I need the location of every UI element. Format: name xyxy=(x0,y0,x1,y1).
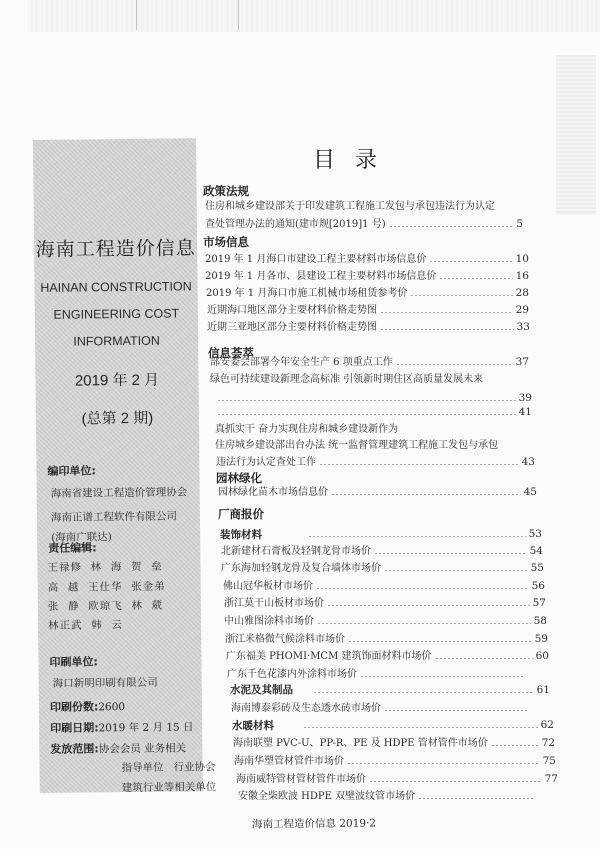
toc-entry[interactable]: 真抓实干 奋力实现住房和城乡建设新作为 xyxy=(215,424,399,435)
issue-date: 2019 年 2 月 xyxy=(74,371,160,390)
subsection-heading: 水泥及其制品 xyxy=(230,684,293,696)
distribution-line: 建筑行业等相关单位 xyxy=(121,781,217,795)
journal-title-cn: 海南工程造价信息 xyxy=(35,237,196,261)
section-heading: 信息荟萃 xyxy=(208,346,254,360)
toc-entry[interactable] xyxy=(300,715,554,731)
toc-entry[interactable]: 海南威特管材管材管件市场价 77 xyxy=(236,773,558,785)
compiler-2: 海南正谱工程软件有限公司 xyxy=(50,510,178,524)
page-number: 57 xyxy=(532,597,546,609)
editors-row: 张 静 欧琼飞 林 葳 xyxy=(47,599,164,613)
section-heading: 市场信息 xyxy=(203,235,249,249)
toc-entry[interactable]: 海南联塑 PVC-U、PP-R、PE 及 HDPE 管材管件市场价 72 xyxy=(233,737,555,749)
toc-entry[interactable]: 住房和城乡建设部关于印发建筑工程施工发包与承包违法行为认定 xyxy=(205,201,495,212)
page-number: 62 xyxy=(540,719,554,731)
toc-entry[interactable]: 2019 年 1 月海口市建设工程主要材料市场信息价 10 xyxy=(205,253,529,265)
page-number: 29 xyxy=(515,304,529,316)
editors-row: 林正武 韩 云 xyxy=(48,619,124,632)
toc-entry[interactable]: 近期海口地区部分主要材料价格走势图 29 xyxy=(207,304,529,316)
toc-entry[interactable]: 2019 年 1 月海口市施工机械市场租赁参考价 28 xyxy=(206,287,529,299)
subsection-heading: 水暖材料 xyxy=(232,720,274,732)
toc-entry[interactable]: 违法行为认定查处工作 43 xyxy=(216,456,535,468)
toc-entry[interactable]: 浙江莫干山板材市场价 57 xyxy=(224,597,546,609)
issue-number: (总第 2 期) xyxy=(81,409,154,428)
compiler-3: (海南广联达) xyxy=(51,531,112,544)
cover-panel xyxy=(33,138,217,795)
page-footer: 海南工程造价信息 2019·2 xyxy=(251,817,377,831)
page-number: 77 xyxy=(544,773,558,785)
page-number: 59 xyxy=(534,633,548,645)
toc-entry[interactable]: 海南博泰彩砖及生态透水砖市场价 xyxy=(231,698,531,714)
toc-entry[interactable]: 海南华塑管材管件市场价 75 xyxy=(234,755,556,767)
page-number: 33 xyxy=(516,321,530,333)
page-number: 5 xyxy=(516,218,523,230)
compiler-1: 海南省建设工程造价管理协会 xyxy=(50,486,188,500)
page-number: 58 xyxy=(533,615,547,627)
page-number: 75 xyxy=(542,755,556,767)
scan-edge-right xyxy=(556,55,596,215)
toc-entry[interactable]: 查处管理办法的通知(建市规[2019]1 号) 5 xyxy=(205,218,523,230)
toc-entry[interactable]: 广东海加轻钢龙骨及复合墙体市场价 55 xyxy=(221,562,544,574)
toc-entry[interactable]: 北新建材石膏板及轻钢龙骨市场价 54 xyxy=(221,545,543,557)
page-number: 16 xyxy=(515,270,529,282)
toc-entry[interactable]: 广东福美 PHOMI·MCM 建筑饰面材料市场价 60 xyxy=(226,650,549,662)
compiler-label: 编印单位: xyxy=(47,464,96,478)
print-date-value: 2019 年 2 月 15 日 xyxy=(98,721,194,735)
page-number: 43 xyxy=(521,456,535,468)
page-number: 60 xyxy=(535,650,549,662)
toc-entry[interactable] xyxy=(310,680,550,696)
toc-entry[interactable]: 住房城乡建设部出台办法 统一监督管理建筑工程施工发包与承包 xyxy=(215,440,499,451)
page-number: 10 xyxy=(515,253,529,265)
page-number: 28 xyxy=(515,287,529,299)
page-number: 72 xyxy=(541,737,555,749)
page-number: 61 xyxy=(536,684,550,696)
editors-row: 王禄修 林 海 贺 垒 xyxy=(47,560,163,574)
toc-entry[interactable]: 近期三亚地区部分主要材料价格走势图 33 xyxy=(207,321,530,333)
toc-entry[interactable]: 绿色可持续建设新理念高标准 引领新时期住区高质量发展未来 xyxy=(210,374,484,385)
page-number: 53 xyxy=(528,528,542,540)
distribution-line: 协会会员 业务相关 xyxy=(98,742,187,756)
section-heading: 厂商报价 xyxy=(218,507,264,521)
toc-entry[interactable]: 广东千色花漆内外涂料市场价 xyxy=(227,664,527,680)
scan-mark xyxy=(238,0,239,30)
toc-title: 目录 xyxy=(313,148,398,173)
page-number: 45 xyxy=(523,486,537,498)
toc-entry[interactable]: 园林绿化苗木市场信息价 45 xyxy=(218,486,537,498)
page-number: 37 xyxy=(515,356,529,368)
print-date-row: 印刷日期:2019 年 2 月 15 日 xyxy=(50,721,194,735)
subsection-heading: 装饰材料 xyxy=(220,529,262,541)
scan-mark xyxy=(136,0,137,30)
page-number: 56 xyxy=(531,580,545,592)
copies-value: 2600 xyxy=(98,701,126,714)
toc-entry[interactable]: 浙江米格微气候涂料市场价 59 xyxy=(225,633,548,645)
scan-edge-top xyxy=(28,0,600,32)
section-heading: 园林绿化 xyxy=(216,471,262,485)
printer-label: 印刷单位: xyxy=(49,655,98,669)
page-number: 41 xyxy=(518,406,532,418)
toc-entry[interactable]: 中山雅图涂料市场价 58 xyxy=(224,615,547,627)
distribution-row: 发放范围:协会会员 业务相关 xyxy=(50,742,187,756)
page-number: 39 xyxy=(518,392,532,404)
toc-entry[interactable] xyxy=(305,524,542,540)
journal-title-en: HAINAN CONSTRUCTION ENGINEERING COST INFORMATION xyxy=(40,279,192,349)
copies-row: 印刷份数:2600 xyxy=(49,700,126,714)
page-number: 54 xyxy=(529,545,543,557)
toc-entry[interactable]: 2019 年 1 月各市、县建设工程主要材料市场信息价 16 xyxy=(205,270,529,282)
editors-row: 高 越 王仕华 张金弟 xyxy=(47,580,166,594)
distribution-line: 指导单位 行业协会 xyxy=(121,761,216,775)
section-heading: 政策法规 xyxy=(203,184,249,198)
toc-entry[interactable]: 佛山冠华板材市场价 56 xyxy=(223,580,545,592)
page-number: 55 xyxy=(530,562,544,574)
editors-label: 责任编辑: xyxy=(48,541,97,555)
toc-entry[interactable]: 安徽全柴欧波 HDPE 双壁波纹管市场价 xyxy=(238,786,538,802)
toc-entry[interactable]: 部安委会部署今年安全生产 6 项重点工作 37 xyxy=(210,356,529,368)
printer-name: 海口新明印刷有限公司 xyxy=(52,676,158,690)
toc-entry[interactable] xyxy=(214,402,532,418)
